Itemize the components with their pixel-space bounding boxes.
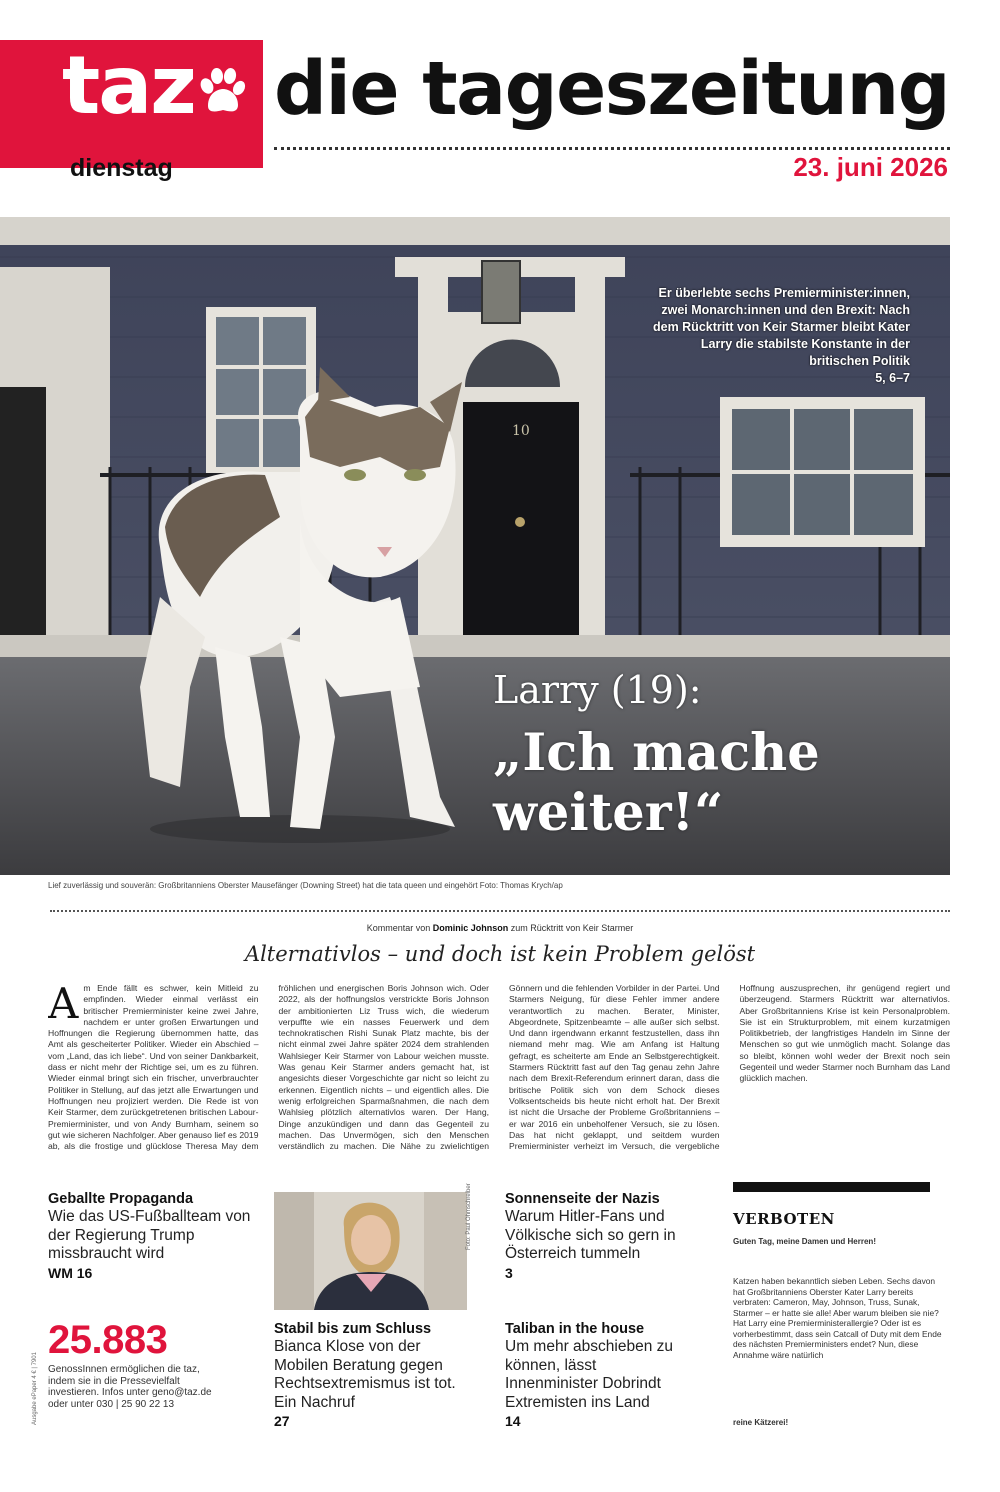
teaser-body: Wie das US-Fußballteam von der Regierung Trump missbraucht wird	[48, 1208, 251, 1262]
comment-text: m Ende fällt es schwer, kein Mitleid zu empfinden. Wieder einmal verlässt ein britischer Premierminister keine zwei Jahre, nachdem er unter großen Erwartungen und Hoffnungen die Regierung übernommen hatte, das Amt als gescheiterter Politiker. Wieder ein Abschied – vom „Land, das ich liebe“. Und von seiner Dankbarkeit, dass er nicht mehr der Richtige sei, um es zu führen. Wieder einmal bringt sich ein frischer, unverbrauchter Politiker in Stellung, auf das jetzt alle Erwartungen und Hoffnungen neu projiziert werden. Die Rede ist von Keir Starmer, dem zurückgetretenen britischen Labour-Premierminister, und von Andy Burnham, seinem so gut wie sicheren Nachfolger. Aber genauso lief es 2019 ab, als die frostige und glücklose Theresa May dem fröhlichen und energischen Boris Johnson wich. Oder 2022, als der hoffnungslos verstrickte Boris Johnson der ambitionierten Liz Truss wich, die wiederum verpuffte wie ein nasses Feuerwerk und dem technokratischen Rishi Sunak Platz machte, bis der nicht einmal zwei Jahre später 2024 dem strahlenden Wahlsieger Keir Starmer von Labour weichen musste. Was genau Keir Starmer anders gemacht hat, ist angesichts dieser Vorgeschichte gar nicht so leicht zu erkennen. Eigentlich nichts – und eigentlich alles. Die wenig erfolgreichen Sparmaßnahmen, die nach dem Wahlsieg plötzlich alternativlos waren. Der Hang, Dinge anzukündigen und dann das Gegenteil zu machen. Das Unvermögen, sich den Menschen verständlich zu machen. Die Nähe zu zwielichtigen Gönnern und die fehlenden Vorbilder in der Partei. Und Starmers Neigung, für diese Fehler immer andere verantwortlich zu machen. Berater, Minister, Abgeordnete, Spitzenbeamte – alle außer sich selbst. Und dann irgendwann erkannt festzustellen, dass ihn niemand mehr mag. Wie am Anfang ist Haltung gefragt, es scheiterte am Ende an Selbstgerechtigkeit. Starmers Rücktritt fast auf den Tag genau zehn Jahre nach dem Brexit-Referendum erinnert daran, dass die britische Politik sich von dem Schock dieses Volksentscheids bis heute nicht erholt hat. Der Brexit ist nicht die Ursache der Probleme Großbritanniens – er war 2016 ein unbeholfener Versuch, sie zu lösen. Das hat nicht geklappt, und seitdem wurden Premierminister verheizt im Versuch, die vergebliche Hoffnung auszusprechen, ihr genügend regiert und überzeugend. Starmers Rücktritt war alternativlos. Aber Großbritanniens Krise ist kein Personalproblem. Sie ist ein Strukturproblem, mit einem kurzatmigen Politikbetrieb, der langfristiges Handeln im Sinne der Menschen so gut wie unmöglich macht. Solange das so bleibt, können wohl weder der Brexit noch sein Gegenteil und weder Starmer noch Burnham das Land glücklich machen.	[48, 983, 950, 1152]
teaser-page: WM 16	[48, 1264, 93, 1281]
comment-title[interactable]: Alternativlos – und doch ist kein Problem gelöst	[244, 942, 756, 966]
taz-logo[interactable]: taz	[62, 39, 195, 132]
headline[interactable]: „Ich mache weiter!“	[493, 723, 820, 843]
svg-text:10: 10	[512, 423, 530, 439]
teaser-head: Taliban in the house	[505, 1321, 645, 1337]
headline-kicker: Larry (19):	[493, 668, 702, 712]
teaser-head: Sonnenseite der Nazis	[505, 1191, 660, 1207]
cooperative-text: GenossInnen ermöglichen die taz, indem sie in die Pressevielfalt investieren. Infos unter geno@taz.de oder unter 030 | 25 90 22 13	[48, 1364, 212, 1410]
teaser-head: Stabil bis zum Schluss	[274, 1321, 432, 1337]
portrait-illustration	[274, 1192, 467, 1310]
teaser-propaganda[interactable]	[48, 1190, 253, 1282]
teaser-page: 27	[274, 1413, 290, 1429]
issue-date: 23. juni 2026	[793, 152, 948, 182]
hero-photo[interactable]	[0, 217, 950, 875]
hero-caption	[650, 285, 910, 387]
dropcap: A	[48, 983, 79, 1028]
verboten-sign: reine Kätzerei!	[733, 1418, 789, 1427]
byline-author[interactable]: Dominic Johnson	[432, 923, 509, 933]
portrait-credit: Foto: Paul Ohmschreiber	[466, 1183, 472, 1250]
verboten-title[interactable]: VERBOTEN	[733, 1210, 835, 1228]
photo-credit: Lief zuverlässig und souverän: Großbritanniens Oberster Mausefänger (Downing Street) hat die tata queen und eingehört Foto: Thomas Krych/ap	[48, 881, 563, 890]
teaser-taliban[interactable]	[505, 1320, 690, 1430]
edition-note: Ausgabe ePaper 4 € | 7901	[32, 1352, 38, 1425]
hero-caption-text: Er überlebte sechs Premierminister:innen, zwei Monarch:innen und den Brexit: Nach dem Rücktritt von Keir Starmer bleibt Kater Larry die stabilste Konstante in der britischen Politik	[652, 286, 910, 368]
weekday: dienstag	[70, 154, 173, 182]
verboten-bar	[733, 1182, 930, 1192]
masthead-divider	[274, 147, 950, 150]
teaser-page: 3	[505, 1264, 513, 1281]
teaser-body: Warum Hitler-Fans und Völkische sich so gern in Österreich tummeln	[505, 1208, 676, 1262]
teaser-page: 14	[505, 1413, 521, 1429]
hero-caption-pages[interactable]: 5, 6–7	[875, 371, 910, 385]
cooperative-count: 25.883	[48, 1318, 168, 1362]
section-divider	[50, 910, 950, 912]
portrait-photo[interactable]	[274, 1192, 467, 1310]
verboten-greeting: Guten Tag, meine Damen und Herren!	[733, 1237, 876, 1246]
byline-prefix: Kommentar von	[366, 923, 431, 933]
teaser-body: Bianca Klose von der Mobilen Beratung gegen Rechtsextremismus ist tot. Ein Nachruf	[274, 1338, 456, 1411]
teaser-head: Geballte Propaganda	[48, 1191, 194, 1207]
teaser-nazis[interactable]	[505, 1190, 690, 1282]
comment-body	[48, 983, 950, 1161]
paw-icon	[196, 66, 246, 116]
teaser-schluss[interactable]	[274, 1320, 474, 1430]
teaser-body: Um mehr abschieben zu können, lässt Innenminister Dobrindt Extremisten ins Land	[505, 1338, 673, 1411]
comment-byline	[0, 923, 1000, 933]
newspaper-title: die tageszeitung	[274, 46, 950, 132]
verboten-text: Katzen haben bekanntlich sieben Leben. Sechs davon hat Großbritanniens Oberster Kater Larry bereits verbraten: Cameron, May, Johnson, Truss, Sunak, Starmer – er hatte sie alle! Aber warum bleiben sie nie? Hat Larry eine Premierministerallergie? Oder ist es vorherbestimmt, dass sein Catcall of Duty mit dem Ende des nächsten Premierministers endet? Nun, diese Annahme wäre natürlich	[733, 1276, 942, 1360]
byline-suffix: zum Rücktritt von Keir Starmer	[510, 923, 634, 933]
